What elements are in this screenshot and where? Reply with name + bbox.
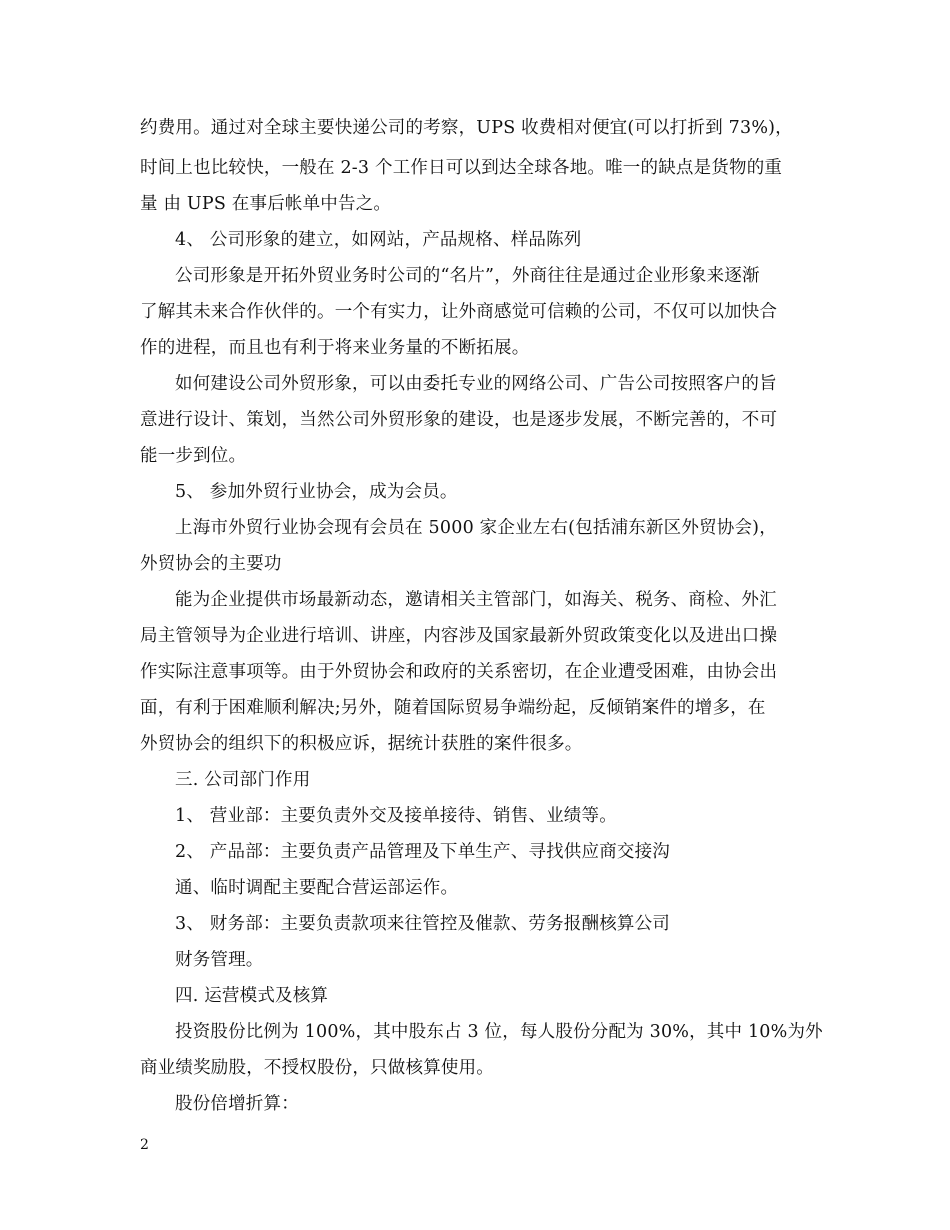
paragraph-line: 投资股份比例为 100%，其中股东占 3 位，每人股份分配为 30%，其中 10%为外 (175, 1022, 823, 1042)
paragraph-line: 公司形象是开拓外贸业务时公司的“名片”，外商往往是通过企业形象来逐渐 (175, 266, 760, 286)
paragraph-line: 商业绩奖励股，不授权股份，只做核算使用。 (140, 1058, 494, 1078)
paragraph-line: 能一步到位。 (140, 446, 247, 466)
paragraph-line: 如何建设公司外贸形象，可以由委托专业的网络公司、广告公司按照客户的旨 (175, 374, 777, 394)
list-item: 1、 营业部：主要负责外交及接单接待、销售、业绩等。 (175, 806, 617, 826)
list-item-continuation: 财务管理。 (175, 950, 264, 970)
paragraph-line: 能为企业提供市场最新动态，邀请相关主管部门，如海关、税务、商检、外汇 (175, 590, 777, 610)
section-heading: 4、 公司形象的建立，如网站，产品规格、样品陈列 (175, 230, 582, 250)
paragraph-line: 作的进程，而且也有利于将来业务量的不断拓展。 (140, 338, 530, 358)
paragraph-line: 外贸协会的组织下的积极应诉，据统计获胜的案件很多。 (140, 734, 583, 754)
list-item-continuation: 通、临时调配主要配合营运部运作。 (175, 878, 459, 898)
section-heading: 四. 运营模式及核算 (175, 986, 329, 1006)
section-heading: 5、 参加外贸行业协会，成为会员。 (175, 482, 458, 502)
paragraph-line: 约费用。通过对全球主要快递公司的考察，UPS 收费相对便宜(可以打折到 73%)， (140, 118, 793, 138)
paragraph-line: 量 由 UPS 在事后帐单中告之。 (140, 194, 392, 214)
paragraph-line: 外贸协会的主要功 (140, 554, 282, 574)
list-item: 3、 财务部：主要负责款项来往管控及催款、劳务报酬核算公司 (175, 914, 670, 934)
paragraph-line: 意进行设计、策划，当然公司外贸形象的建设，也是逐步发展，不断完善的，不可 (140, 410, 778, 430)
list-item: 2、 产品部：主要负责产品管理及下单生产、寻找供应商交接沟 (175, 842, 670, 862)
paragraph-line: 面，有利于困难顺利解决;另外，随着国际贸易争端纷起，反倾销案件的增多，在 (140, 698, 766, 718)
paragraph-line: 上海市外贸行业协会现有会员在 5000 家企业左右(包括浦东新区外贸协会)， (175, 518, 777, 538)
paragraph-line: 作实际注意事项等。由于外贸协会和政府的关系密切，在企业遭受困难，由协会出 (140, 662, 778, 682)
paragraph-line: 了解其未来合作伙伴的。一个有实力，让外商感觉可信赖的公司，不仅可以加快合 (140, 302, 778, 322)
section-heading: 三. 公司部门作用 (175, 770, 311, 790)
page-number: 2 (140, 1137, 149, 1153)
paragraph-line: 股份倍增折算： (175, 1094, 299, 1114)
paragraph-line: 时间上也比较快，一般在 2-3 个工作日可以到达全球各地。唯一的缺点是货物的重 (140, 158, 783, 178)
paragraph-line: 局主管领导为企业进行培训、讲座，内容涉及国家最新外贸政策变化以及进出口操 (140, 626, 778, 646)
